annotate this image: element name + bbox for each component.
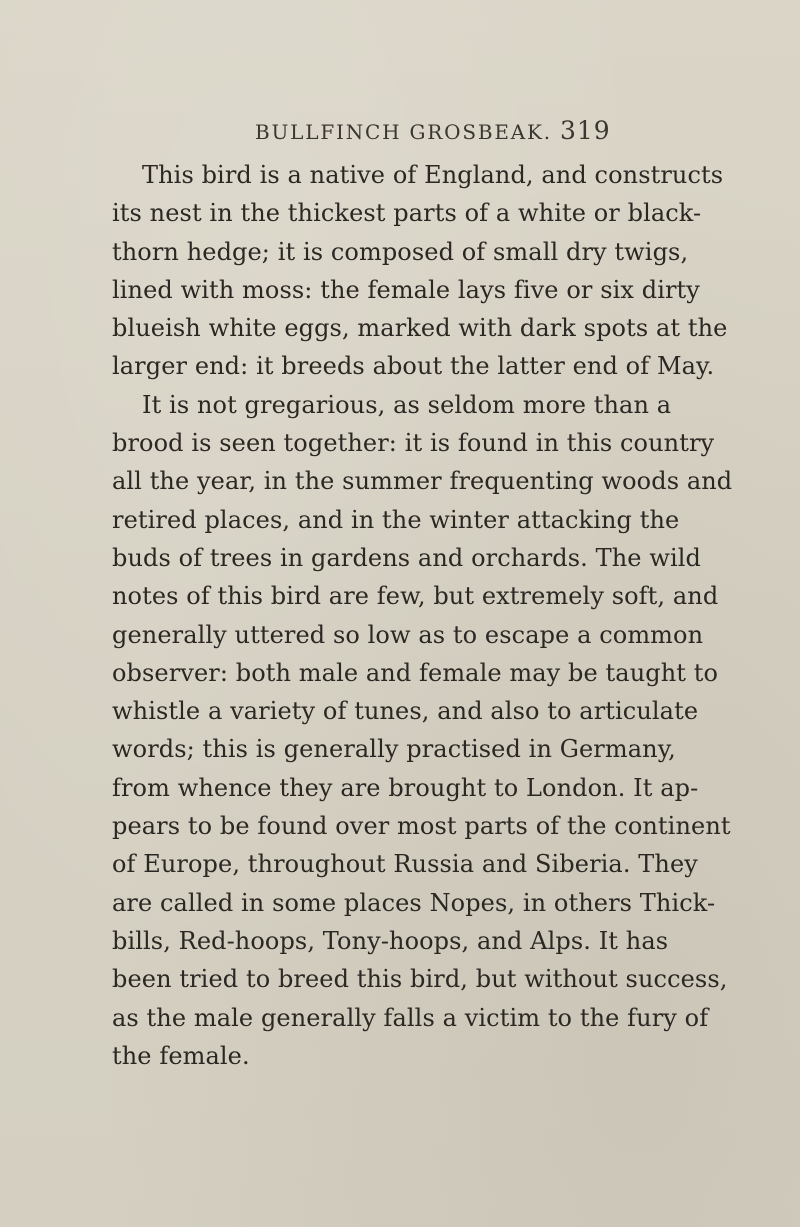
text-line: thorn hedge; it is composed of small dry twigs, <box>112 237 689 266</box>
text-line: the female. <box>112 1041 250 1070</box>
text-line: all the year, in the summer frequenting woods and <box>112 467 733 496</box>
running-head <box>0 112 800 152</box>
text-line: pears to be found over most parts of the continent <box>112 812 731 841</box>
running-head-title: BULLFINCH GROSBEAK. <box>255 120 552 144</box>
text-line: words; this is generally practised in Germany, <box>112 735 676 764</box>
text-line: whistle a variety of tunes, and also to articulate <box>112 697 699 726</box>
text-line: buds of trees in gardens and orchards. The wild <box>112 543 701 572</box>
text-line: observer: both male and female may be taught to <box>112 658 719 687</box>
text-line: its nest in the thickest parts of a white or black- <box>112 199 702 228</box>
text-line: bills, Red-hoops, Tony-hoops, and Alps. It has <box>112 926 669 955</box>
text-line: as the male generally falls a victim to the fury of <box>112 1003 709 1032</box>
text-line: This bird is a native of England, and constructs <box>142 161 724 189</box>
text-line: larger end: it breeds about the latter end of May. <box>112 352 715 381</box>
page-number: 319 <box>560 116 611 145</box>
text-line: from whence they are brought to London. It ap- <box>112 773 699 802</box>
text-line: brood is seen together: it is found in this country <box>112 429 715 458</box>
text-line: been tried to breed this bird, but without success, <box>112 965 728 994</box>
text-line: blueish white eggs, marked with dark spots at the <box>112 314 728 343</box>
body-text <box>112 156 733 1075</box>
text-line: It is not gregarious, as seldom more than a <box>142 390 672 419</box>
text-line: are called in some places Nopes, in others Thick- <box>112 888 716 917</box>
text-line: generally uttered so low as to escape a common <box>112 620 704 649</box>
text-line: lined with moss: the female lays five or six dirty <box>112 275 700 304</box>
text-line: of Europe, throughout Russia and Siberia. They <box>112 850 698 879</box>
text-line: retired places, and in the winter attacking the <box>112 505 680 534</box>
text-line: notes of this bird are few, but extremely soft, and <box>112 582 719 611</box>
